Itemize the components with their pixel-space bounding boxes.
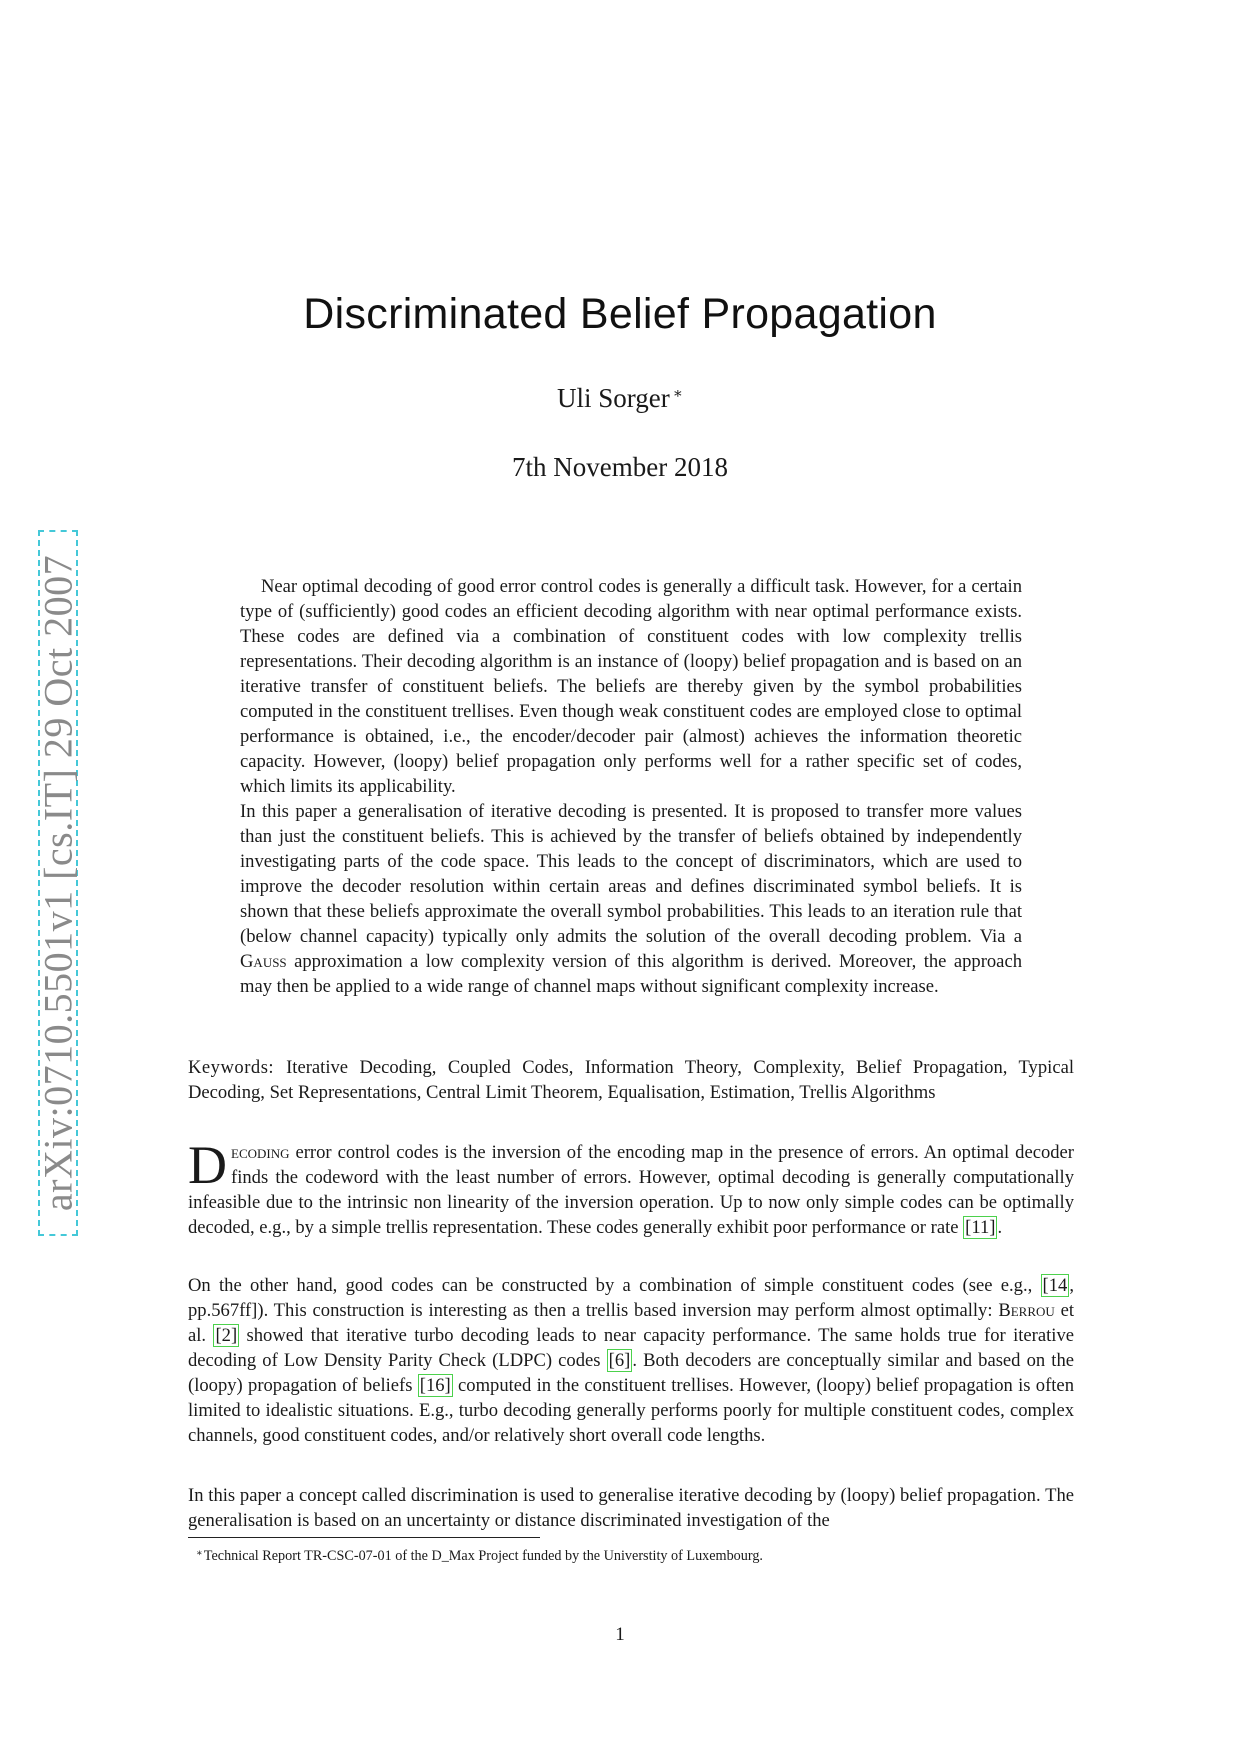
footnote-marker[interactable]: ∗ — [672, 386, 683, 402]
paper-title: Discriminated Belief Propagation — [303, 290, 937, 338]
author-name: Uli Sorger — [557, 383, 670, 413]
abstract-paragraph-2 — [240, 799, 1022, 999]
berrou-name: Berrou — [998, 1300, 1055, 1321]
abstract-p2-text-a: In this paper a generalisation of iterative decoding is presented. It is proposed to transfer more values than just the constituent beliefs. This is achieved by the transfer of beliefs obtained by independently investigating parts of the code space. This leads to the concept of discriminators, which are used to improve the decoder resolution within certain areas and defines discriminated symbol beliefs. It is shown that these beliefs approximate the overall symbol probabilities. This leads to an iteration rule that (below channel capacity) typically only admits the solution of the overall decoding problem. Via a — [240, 801, 1022, 947]
abstract — [240, 574, 1022, 999]
intro-p2-text-e: . Both decoders are conceptually similar and based on the (loopy) propagation of beliefs — [188, 1350, 1075, 1396]
footnote-text: Technical Report TR-CSC-07-01 of the D_Max Project funded by the Universtity of Luxembourg. — [203, 1548, 763, 1564]
intro-p2-text-c: et al. — [188, 1300, 1075, 1346]
intro-paragraph-1 — [188, 1135, 1074, 1240]
intro-p2-text-b: , pp.567ff]). This construction is interesting as then a trellis based inversion may perform almost optimally: — [188, 1275, 1074, 1321]
intro-paragraph-3: In this paper a concept called discrimination is used to generalise iterative decoding by (loopy) belief propagation. The generalisation is based on an uncertainty or distance discriminated investigation of the — [188, 1485, 1074, 1531]
abstract-p2-text-b: approximation a low complexity version of this algorithm is derived. Moreover, the approach may then be applied to a wide range of channel maps without significant complexity increase. — [240, 951, 1022, 997]
intro-p2-text-d: showed that iterative turbo decoding leads to near capacity performance. The same holds true for iterative decoding of Low Density Parity Check (LDPC) codes — [188, 1325, 1074, 1371]
citation-link-14[interactable]: [14 — [1042, 1275, 1068, 1296]
citation-link-16[interactable]: [16] — [419, 1375, 451, 1396]
keywords-label: Keywords: — [188, 1057, 275, 1078]
citation-link-11[interactable]: [11] — [965, 1217, 996, 1238]
arxiv-stamp — [35, 530, 81, 1236]
arxiv-identifier: arXiv:0710.5501v1 [cs.IT] 29 Oct 2007 — [35, 554, 81, 1212]
intro-p1-text: error control codes is the inversion of the encoding map in the presence of errors. An optimal decoder finds the codeword with the least number of errors. However, optimal decoding is generally computationally infeasible due to the intrinsic non linearity of the inversion operation. Up to now only simple codes can be optimally decoded, e.g., by a simple trellis representation. These codes generally exhibit poor performance or rate — [188, 1142, 1074, 1238]
intro-paragraph-2 — [188, 1273, 1074, 1448]
footnote-divider — [188, 1537, 540, 1538]
citation-link-2[interactable]: [2] — [215, 1325, 238, 1346]
intro-p2-text-a: On the other hand, good codes can be constructed by a combination of simple constituent codes (see e.g., — [188, 1275, 1041, 1296]
keywords-text: Iterative Decoding, Coupled Codes, Information Theory, Complexity, Belief Propagation, Typical Decoding, Set Representations, Central Limit Theorem, Equalisation, Estimation, Trellis Algorithms — [188, 1057, 1074, 1103]
author-line — [0, 383, 1240, 414]
intro-smallcaps-word: ecoding — [231, 1142, 290, 1163]
citation-link-6[interactable]: [6] — [608, 1350, 631, 1371]
abstract-paragraph-1: Near optimal decoding of good error control codes is generally a difficult task. However, for a certain type of (sufficiently) good codes an efficient decoding algorithm with near optimal performance exists. These codes are defined via a combination of constituent codes with low complexity trellis representations. Their decoding algorithm is an instance of (loopy) belief propagation and is based on an iterative transfer of constituent beliefs. The beliefs are thereby given by the symbol probabilities computed in the constituent trellises. Even though weak constituent codes are employed close to optimal performance is obtained, i.e., the encoder/decoder pair (almost) achieves the information theoretic capacity. However, (loopy) belief propagation only performs well for a rather specific set of codes, which limits its applicability. — [240, 576, 1022, 797]
paper-date: 7th November 2018 — [512, 452, 728, 482]
keywords — [188, 1055, 1074, 1105]
gauss-name: Gauss — [240, 951, 287, 972]
footnote-mark: ∗ — [196, 1548, 203, 1559]
intro-p2-text-f: computed in the constituent trellises. However, (loopy) belief propagation is often limited to idealistic situations. E.g., turbo decoding generally performs poorly for multiple constituent codes, complex channels, good constituent codes, and/or relatively short overall code lengths. — [188, 1375, 1074, 1446]
drop-cap: D — [188, 1135, 227, 1195]
footnote — [196, 1545, 763, 1565]
intro-p1-end: . — [997, 1217, 1003, 1238]
page-number: 1 — [615, 1624, 625, 1645]
